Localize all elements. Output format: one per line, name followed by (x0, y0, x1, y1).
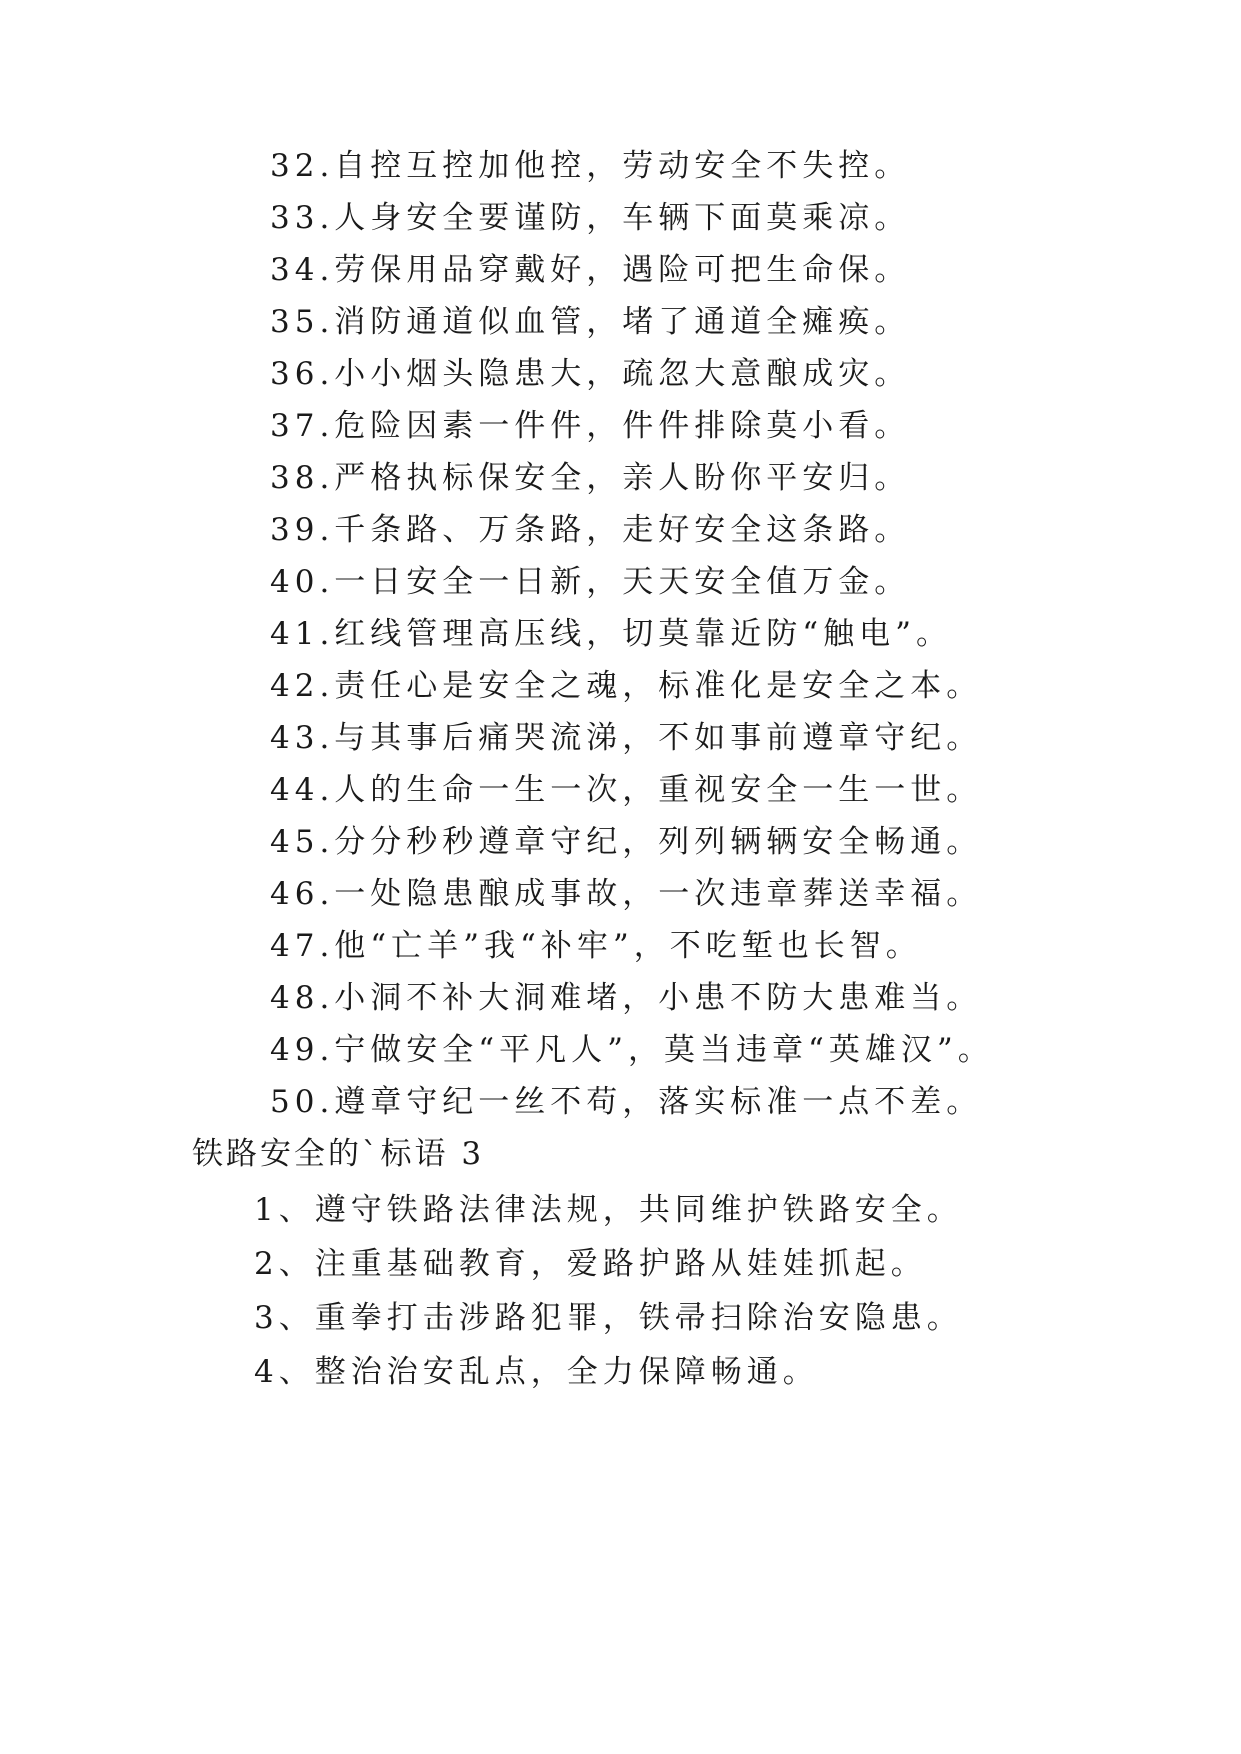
slogan-line: 1、遵守铁路法律法规，共同维护铁路安全。 (254, 1192, 963, 1228)
slogan-line: 4、整治治安乱点，全力保障畅通。 (254, 1354, 819, 1390)
slogan-line: 44.人的生命一生一次，重视安全一生一世。 (270, 772, 983, 808)
slogan-line: 2、注重基础教育，爱路护路从娃娃抓起。 (254, 1246, 927, 1282)
slogan-line: 32.自控互控加他控，劳动安全不失控。 (270, 148, 911, 184)
slogan-line: 33.人身安全要谨防，车辆下面莫乘凉。 (270, 200, 911, 236)
slogan-line: 50.遵章守纪一丝不苟，落实标准一点不差。 (270, 1084, 983, 1120)
slogan-line: 40.一日安全一日新，天天安全值万金。 (270, 564, 911, 600)
section-heading: 铁路安全的`标语 3 (192, 1136, 485, 1172)
slogan-line: 48.小洞不补大洞难堵，小患不防大患难当。 (270, 980, 983, 1016)
slogan-line: 47.他“亡羊”我“补牢”，不吃堑也长智。 (270, 928, 922, 964)
slogan-line: 3、重拳打击涉路犯罪，铁帚扫除治安隐患。 (254, 1300, 963, 1336)
slogan-line: 36.小小烟头隐患大，疏忽大意酿成灾。 (270, 356, 911, 392)
slogan-line: 39.千条路、万条路，走好安全这条路。 (270, 512, 911, 548)
slogan-line: 34.劳保用品穿戴好，遇险可把生命保。 (270, 252, 911, 288)
slogan-line: 49.宁做安全“平凡人”，莫当违章“英雄汉”。 (270, 1032, 994, 1068)
slogan-line: 46.一处隐患酿成事故，一次违章葬送幸福。 (270, 876, 983, 912)
slogan-line: 41.红线管理高压线，切莫靠近防“触电”。 (270, 616, 952, 652)
slogan-line: 43.与其事后痛哭流涕，不如事前遵章守纪。 (270, 720, 983, 756)
slogan-line: 45.分分秒秒遵章守纪，列列辆辆安全畅通。 (270, 824, 983, 860)
slogan-line: 42.责任心是安全之魂，标准化是安全之本。 (270, 668, 983, 704)
slogan-line: 37.危险因素一件件，件件排除莫小看。 (270, 408, 911, 444)
slogan-line: 38.严格执标保安全，亲人盼你平安归。 (270, 460, 911, 496)
slogan-line: 35.消防通道似血管，堵了通道全瘫痪。 (270, 304, 911, 340)
